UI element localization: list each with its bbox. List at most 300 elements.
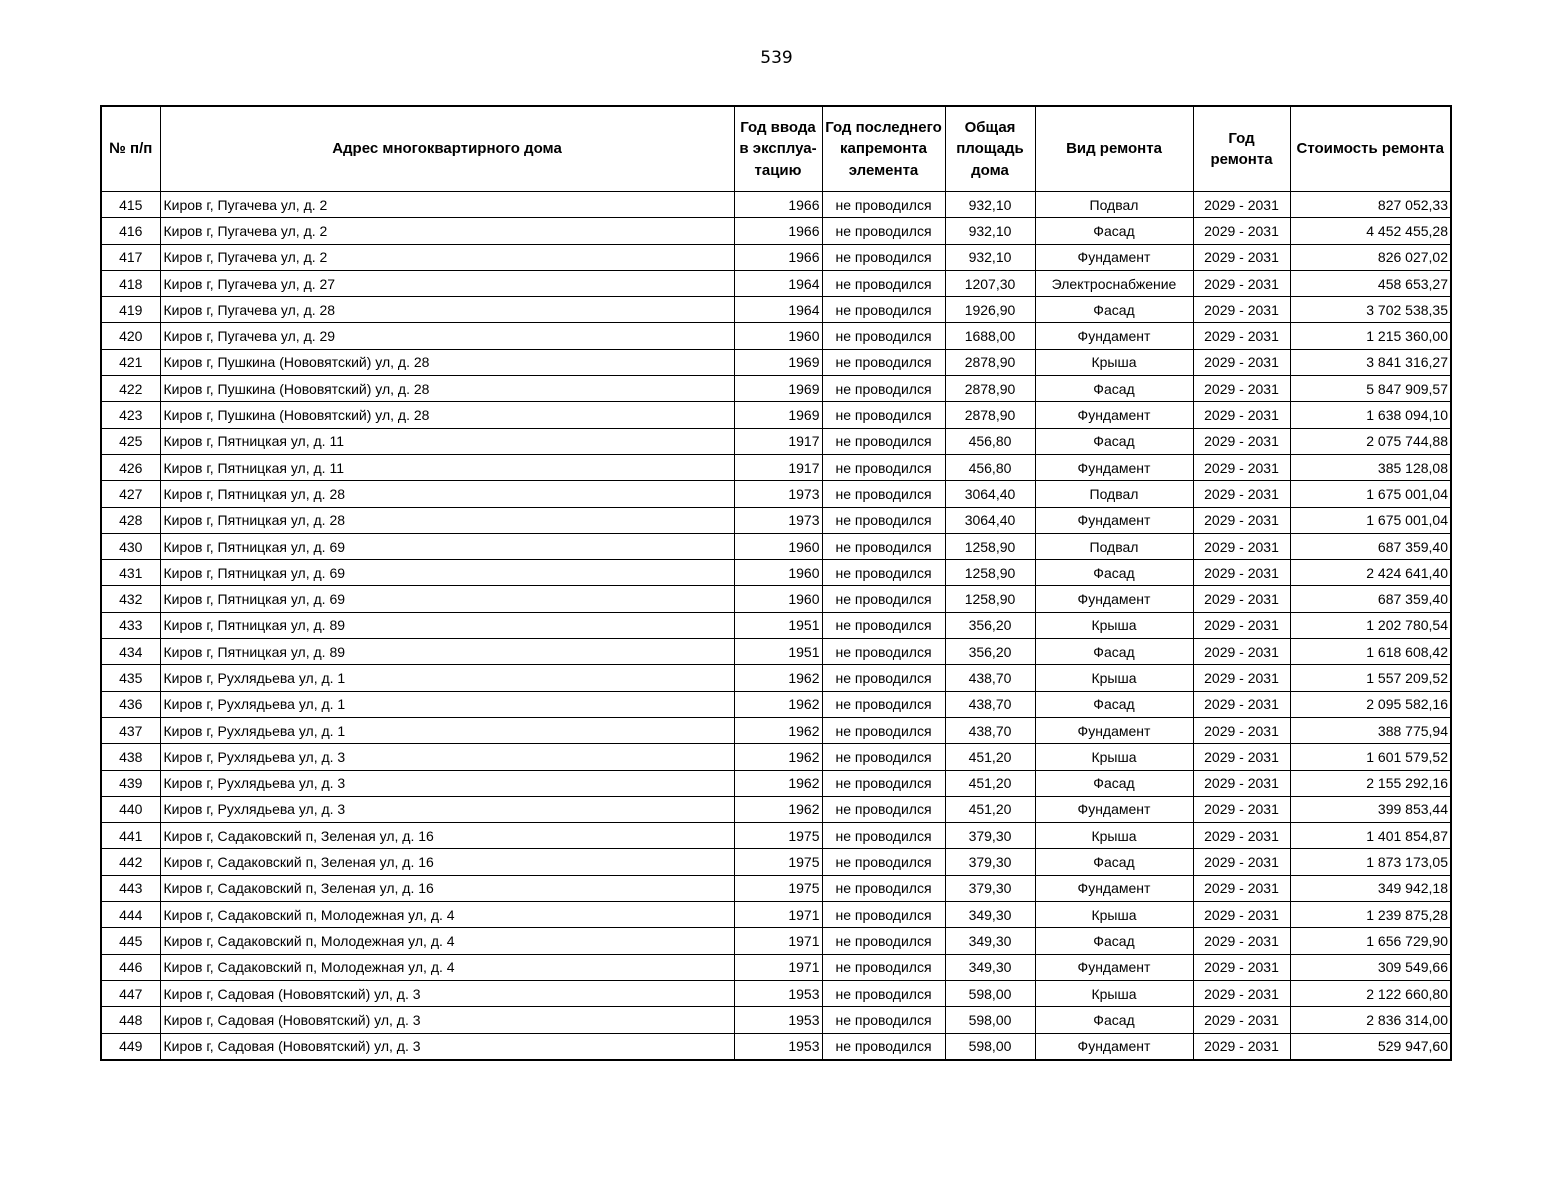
- last-repair-cell: не проводился: [822, 612, 945, 638]
- table-row: [101, 717, 1451, 743]
- last-repair-cell: не проводился: [822, 849, 945, 875]
- commission-year-cell: 1917: [734, 428, 822, 454]
- area-cell: 451,20: [945, 796, 1035, 822]
- commission-year-cell: 1964: [734, 270, 822, 296]
- address-cell: Киров г, Пятницкая ул, д. 69: [160, 560, 734, 586]
- area-cell: 349,30: [945, 902, 1035, 928]
- repair-year-cell: 2029 - 2031: [1193, 823, 1290, 849]
- cost-cell: 1 557 209,52: [1290, 665, 1451, 691]
- repair-year-cell: 2029 - 2031: [1193, 902, 1290, 928]
- table-row: [101, 823, 1451, 849]
- area-cell: 379,30: [945, 823, 1035, 849]
- cost-cell: 1 873 173,05: [1290, 849, 1451, 875]
- area-cell: 349,30: [945, 954, 1035, 980]
- commission-year-cell: 1960: [734, 323, 822, 349]
- repair-type-cell: Фундамент: [1035, 717, 1193, 743]
- table-row: [101, 849, 1451, 875]
- page-number: 539: [760, 48, 793, 68]
- address-cell: Киров г, Пушкина (Нововятский) ул, д. 28: [160, 349, 734, 375]
- repair-year-cell: 2029 - 2031: [1193, 849, 1290, 875]
- address-cell: Киров г, Пугачева ул, д. 2: [160, 192, 734, 218]
- table-row: [101, 744, 1451, 770]
- row-number-cell: 423: [101, 402, 160, 428]
- commission-year-cell: 1962: [734, 744, 822, 770]
- repair-year-cell: 2029 - 2031: [1193, 928, 1290, 954]
- table-row: [101, 192, 1451, 218]
- area-cell: 3064,40: [945, 507, 1035, 533]
- last-repair-cell: не проводился: [822, 665, 945, 691]
- repair-year-cell: 2029 - 2031: [1193, 507, 1290, 533]
- cost-cell: 1 656 729,90: [1290, 928, 1451, 954]
- area-cell: 2878,90: [945, 376, 1035, 402]
- cost-cell: 2 424 641,40: [1290, 560, 1451, 586]
- repair-year-cell: 2029 - 2031: [1193, 1007, 1290, 1033]
- cost-cell: 3 841 316,27: [1290, 349, 1451, 375]
- address-cell: Киров г, Садаковский п, Молодежная ул, д. 4: [160, 902, 734, 928]
- last-repair-cell: не проводился: [822, 954, 945, 980]
- repair-type-cell: Фундамент: [1035, 507, 1193, 533]
- area-cell: 598,00: [945, 980, 1035, 1006]
- row-number-cell: 421: [101, 349, 160, 375]
- cost-cell: 2 836 314,00: [1290, 1007, 1451, 1033]
- cost-cell: 385 128,08: [1290, 454, 1451, 480]
- table-row: [101, 481, 1451, 507]
- address-cell: Киров г, Садаковский п, Зеленая ул, д. 16: [160, 849, 734, 875]
- row-number-cell: 446: [101, 954, 160, 980]
- address-cell: Киров г, Рухлядьева ул, д. 1: [160, 691, 734, 717]
- table-row: [101, 560, 1451, 586]
- last-repair-cell: не проводился: [822, 402, 945, 428]
- last-repair-cell: не проводился: [822, 481, 945, 507]
- last-repair-cell: не проводился: [822, 428, 945, 454]
- area-cell: 932,10: [945, 218, 1035, 244]
- cost-cell: 2 095 582,16: [1290, 691, 1451, 717]
- row-number-cell: 444: [101, 902, 160, 928]
- cost-cell: 1 601 579,52: [1290, 744, 1451, 770]
- row-number-cell: 425: [101, 428, 160, 454]
- repair-type-cell: Фасад: [1035, 849, 1193, 875]
- commission-year-cell: 1960: [734, 586, 822, 612]
- commission-year-cell: 1962: [734, 691, 822, 717]
- row-number-cell: 439: [101, 770, 160, 796]
- row-number-cell: 441: [101, 823, 160, 849]
- row-number-cell: 438: [101, 744, 160, 770]
- row-number-cell: 448: [101, 1007, 160, 1033]
- commission-year-cell: 1951: [734, 612, 822, 638]
- address-cell: Киров г, Пугачева ул, д. 2: [160, 218, 734, 244]
- last-repair-cell: не проводился: [822, 1007, 945, 1033]
- area-cell: 932,10: [945, 192, 1035, 218]
- table-row: [101, 980, 1451, 1006]
- header-address: Адрес многоквартирного дома: [160, 106, 734, 192]
- cost-cell: 1 618 608,42: [1290, 639, 1451, 665]
- last-repair-cell: не проводился: [822, 560, 945, 586]
- cost-cell: 309 549,66: [1290, 954, 1451, 980]
- cost-cell: 3 702 538,35: [1290, 297, 1451, 323]
- address-cell: Киров г, Пятницкая ул, д. 28: [160, 507, 734, 533]
- commission-year-cell: 1969: [734, 349, 822, 375]
- address-cell: Киров г, Пятницкая ул, д. 69: [160, 586, 734, 612]
- last-repair-cell: не проводился: [822, 192, 945, 218]
- repair-year-cell: 2029 - 2031: [1193, 454, 1290, 480]
- address-cell: Киров г, Пятницкая ул, д. 11: [160, 428, 734, 454]
- repair-year-cell: 2029 - 2031: [1193, 665, 1290, 691]
- address-cell: Киров г, Пушкина (Нововятский) ул, д. 28: [160, 402, 734, 428]
- commission-year-cell: 1962: [734, 665, 822, 691]
- repair-year-cell: 2029 - 2031: [1193, 560, 1290, 586]
- area-cell: 438,70: [945, 717, 1035, 743]
- address-cell: Киров г, Садаковский п, Зеленая ул, д. 16: [160, 823, 734, 849]
- area-cell: 1688,00: [945, 323, 1035, 349]
- commission-year-cell: 1960: [734, 560, 822, 586]
- address-cell: Киров г, Садаковский п, Зеленая ул, д. 16: [160, 875, 734, 901]
- header-repair-year: Год ремонта: [1193, 106, 1290, 192]
- table-row: [101, 244, 1451, 270]
- table-row: [101, 507, 1451, 533]
- cost-cell: 687 359,40: [1290, 586, 1451, 612]
- repair-year-cell: 2029 - 2031: [1193, 376, 1290, 402]
- last-repair-cell: не проводился: [822, 218, 945, 244]
- row-number-cell: 427: [101, 481, 160, 507]
- area-cell: 1258,90: [945, 533, 1035, 559]
- table-row: [101, 875, 1451, 901]
- repair-year-cell: 2029 - 2031: [1193, 192, 1290, 218]
- table-row: [101, 770, 1451, 796]
- table-row: [101, 612, 1451, 638]
- table-row: [101, 928, 1451, 954]
- area-cell: 932,10: [945, 244, 1035, 270]
- header-commission-year: Год ввода в эксплуа-тацию: [734, 106, 822, 192]
- last-repair-cell: не проводился: [822, 349, 945, 375]
- address-cell: Киров г, Пугачева ул, д. 29: [160, 323, 734, 349]
- table-row: [101, 376, 1451, 402]
- address-cell: Киров г, Рухлядьева ул, д. 3: [160, 744, 734, 770]
- repair-type-cell: Подвал: [1035, 533, 1193, 559]
- cost-cell: 1 401 854,87: [1290, 823, 1451, 849]
- commission-year-cell: 1953: [734, 1033, 822, 1060]
- address-cell: Киров г, Садовая (Нововятский) ул, д. 3: [160, 980, 734, 1006]
- repair-type-cell: Крыша: [1035, 744, 1193, 770]
- table-row: [101, 270, 1451, 296]
- repair-type-cell: Фасад: [1035, 560, 1193, 586]
- cost-cell: 826 027,02: [1290, 244, 1451, 270]
- area-cell: 1207,30: [945, 270, 1035, 296]
- row-number-cell: 426: [101, 454, 160, 480]
- table-row: [101, 665, 1451, 691]
- cost-cell: 1 239 875,28: [1290, 902, 1451, 928]
- address-cell: Киров г, Рухлядьева ул, д. 3: [160, 770, 734, 796]
- commission-year-cell: 1973: [734, 481, 822, 507]
- repair-type-cell: Фасад: [1035, 770, 1193, 796]
- row-number-cell: 419: [101, 297, 160, 323]
- repair-year-cell: 2029 - 2031: [1193, 691, 1290, 717]
- repair-type-cell: Крыша: [1035, 665, 1193, 691]
- repair-type-cell: Фасад: [1035, 928, 1193, 954]
- repair-type-cell: Фасад: [1035, 428, 1193, 454]
- last-repair-cell: не проводился: [822, 244, 945, 270]
- last-repair-cell: не проводился: [822, 770, 945, 796]
- area-cell: 456,80: [945, 428, 1035, 454]
- repair-year-cell: 2029 - 2031: [1193, 796, 1290, 822]
- commission-year-cell: 1964: [734, 297, 822, 323]
- header-repair-cost: Стоимость ремонта: [1290, 106, 1451, 192]
- area-cell: 1258,90: [945, 560, 1035, 586]
- commission-year-cell: 1951: [734, 639, 822, 665]
- area-cell: 456,80: [945, 454, 1035, 480]
- commission-year-cell: 1969: [734, 402, 822, 428]
- cost-cell: 1 638 094,10: [1290, 402, 1451, 428]
- area-cell: 379,30: [945, 849, 1035, 875]
- row-number-cell: 434: [101, 639, 160, 665]
- repair-year-cell: 2029 - 2031: [1193, 218, 1290, 244]
- row-number-cell: 431: [101, 560, 160, 586]
- repair-type-cell: Крыша: [1035, 902, 1193, 928]
- row-number-cell: 432: [101, 586, 160, 612]
- repair-year-cell: 2029 - 2031: [1193, 744, 1290, 770]
- repair-type-cell: Фундамент: [1035, 586, 1193, 612]
- repair-type-cell: Фасад: [1035, 218, 1193, 244]
- commission-year-cell: 1962: [734, 796, 822, 822]
- area-cell: 451,20: [945, 744, 1035, 770]
- row-number-cell: 435: [101, 665, 160, 691]
- last-repair-cell: не проводился: [822, 717, 945, 743]
- table-row: [101, 454, 1451, 480]
- commission-year-cell: 1962: [734, 717, 822, 743]
- last-repair-cell: не проводился: [822, 270, 945, 296]
- last-repair-cell: не проводился: [822, 297, 945, 323]
- header-total-area: Общая площадь дома: [945, 106, 1035, 192]
- table-row: [101, 297, 1451, 323]
- row-number-cell: 437: [101, 717, 160, 743]
- repair-year-cell: 2029 - 2031: [1193, 481, 1290, 507]
- table-row: [101, 402, 1451, 428]
- last-repair-cell: не проводился: [822, 454, 945, 480]
- repair-type-cell: Фундамент: [1035, 1033, 1193, 1060]
- repair-type-cell: Подвал: [1035, 481, 1193, 507]
- address-cell: Киров г, Рухлядьева ул, д. 3: [160, 796, 734, 822]
- repair-year-cell: 2029 - 2031: [1193, 717, 1290, 743]
- cost-cell: 4 452 455,28: [1290, 218, 1451, 244]
- last-repair-cell: не проводился: [822, 823, 945, 849]
- last-repair-cell: не проводился: [822, 533, 945, 559]
- repair-year-cell: 2029 - 2031: [1193, 1033, 1290, 1060]
- repair-type-cell: Электроснабжение: [1035, 270, 1193, 296]
- repair-type-cell: Фасад: [1035, 376, 1193, 402]
- cost-cell: 1 675 001,04: [1290, 481, 1451, 507]
- last-repair-cell: не проводился: [822, 928, 945, 954]
- header-row-number: № п/п: [101, 106, 160, 192]
- repair-type-cell: Крыша: [1035, 980, 1193, 1006]
- repair-type-cell: Подвал: [1035, 192, 1193, 218]
- address-cell: Киров г, Пятницкая ул, д. 11: [160, 454, 734, 480]
- address-cell: Киров г, Пугачева ул, д. 27: [160, 270, 734, 296]
- repair-type-cell: Фасад: [1035, 297, 1193, 323]
- commission-year-cell: 1975: [734, 849, 822, 875]
- row-number-cell: 418: [101, 270, 160, 296]
- row-number-cell: 436: [101, 691, 160, 717]
- address-cell: Киров г, Рухлядьева ул, д. 1: [160, 717, 734, 743]
- row-number-cell: 422: [101, 376, 160, 402]
- table-row: [101, 902, 1451, 928]
- table-row: [101, 1033, 1451, 1060]
- address-cell: Киров г, Рухлядьева ул, д. 1: [160, 665, 734, 691]
- repair-type-cell: Крыша: [1035, 823, 1193, 849]
- cost-cell: 687 359,40: [1290, 533, 1451, 559]
- last-repair-cell: не проводился: [822, 586, 945, 612]
- area-cell: 356,20: [945, 612, 1035, 638]
- table-body: [101, 192, 1451, 1060]
- table-row: [101, 218, 1451, 244]
- cost-cell: 399 853,44: [1290, 796, 1451, 822]
- repair-year-cell: 2029 - 2031: [1193, 980, 1290, 1006]
- repair-year-cell: 2029 - 2031: [1193, 954, 1290, 980]
- repair-year-cell: 2029 - 2031: [1193, 533, 1290, 559]
- row-number-cell: 417: [101, 244, 160, 270]
- repair-year-cell: 2029 - 2031: [1193, 428, 1290, 454]
- commission-year-cell: 1975: [734, 823, 822, 849]
- row-number-cell: 440: [101, 796, 160, 822]
- header-last-repair-year: Год последнего капремонта элемента: [822, 106, 945, 192]
- address-cell: Киров г, Садовая (Нововятский) ул, д. 3: [160, 1033, 734, 1060]
- area-cell: 1926,90: [945, 297, 1035, 323]
- table-row: [101, 586, 1451, 612]
- cost-cell: 349 942,18: [1290, 875, 1451, 901]
- cost-cell: 1 215 360,00: [1290, 323, 1451, 349]
- repair-type-cell: Фасад: [1035, 691, 1193, 717]
- repair-year-cell: 2029 - 2031: [1193, 770, 1290, 796]
- cost-cell: 1 675 001,04: [1290, 507, 1451, 533]
- commission-year-cell: 1969: [734, 376, 822, 402]
- last-repair-cell: не проводился: [822, 1033, 945, 1060]
- cost-cell: 529 947,60: [1290, 1033, 1451, 1060]
- commission-year-cell: 1971: [734, 954, 822, 980]
- cost-cell: 2 122 660,80: [1290, 980, 1451, 1006]
- address-cell: Киров г, Пушкина (Нововятский) ул, д. 28: [160, 376, 734, 402]
- row-number-cell: 447: [101, 980, 160, 1006]
- table-row: [101, 428, 1451, 454]
- commission-year-cell: 1960: [734, 533, 822, 559]
- area-cell: 438,70: [945, 665, 1035, 691]
- repair-type-cell: Фундамент: [1035, 954, 1193, 980]
- repair-type-cell: Фундамент: [1035, 875, 1193, 901]
- row-number-cell: 416: [101, 218, 160, 244]
- cost-cell: 458 653,27: [1290, 270, 1451, 296]
- repair-schedule-table: [100, 105, 1452, 1061]
- table-row: [101, 639, 1451, 665]
- header-repair-type: Вид ремонта: [1035, 106, 1193, 192]
- last-repair-cell: не проводился: [822, 744, 945, 770]
- repair-type-cell: Фасад: [1035, 639, 1193, 665]
- area-cell: 438,70: [945, 691, 1035, 717]
- repair-year-cell: 2029 - 2031: [1193, 875, 1290, 901]
- last-repair-cell: не проводился: [822, 902, 945, 928]
- row-number-cell: 443: [101, 875, 160, 901]
- table-row: [101, 691, 1451, 717]
- repair-type-cell: Фундамент: [1035, 454, 1193, 480]
- repair-year-cell: 2029 - 2031: [1193, 402, 1290, 428]
- last-repair-cell: не проводился: [822, 796, 945, 822]
- repair-type-cell: Крыша: [1035, 349, 1193, 375]
- area-cell: 379,30: [945, 875, 1035, 901]
- cost-cell: 5 847 909,57: [1290, 376, 1451, 402]
- address-cell: Киров г, Пятницкая ул, д. 28: [160, 481, 734, 507]
- row-number-cell: 442: [101, 849, 160, 875]
- row-number-cell: 449: [101, 1033, 160, 1060]
- table-header-row: [101, 106, 1451, 192]
- commission-year-cell: 1975: [734, 875, 822, 901]
- cost-cell: 2 075 744,88: [1290, 428, 1451, 454]
- address-cell: Киров г, Пятницкая ул, д. 89: [160, 612, 734, 638]
- commission-year-cell: 1973: [734, 507, 822, 533]
- address-cell: Киров г, Садаковский п, Молодежная ул, д. 4: [160, 928, 734, 954]
- cost-cell: 1 202 780,54: [1290, 612, 1451, 638]
- commission-year-cell: 1971: [734, 928, 822, 954]
- area-cell: 598,00: [945, 1007, 1035, 1033]
- repair-type-cell: Крыша: [1035, 612, 1193, 638]
- last-repair-cell: не проводился: [822, 980, 945, 1006]
- last-repair-cell: не проводился: [822, 875, 945, 901]
- cost-cell: 2 155 292,16: [1290, 770, 1451, 796]
- area-cell: 349,30: [945, 928, 1035, 954]
- repair-year-cell: 2029 - 2031: [1193, 639, 1290, 665]
- repair-year-cell: 2029 - 2031: [1193, 323, 1290, 349]
- table-row: [101, 323, 1451, 349]
- last-repair-cell: не проводился: [822, 323, 945, 349]
- row-number-cell: 433: [101, 612, 160, 638]
- repair-year-cell: 2029 - 2031: [1193, 349, 1290, 375]
- last-repair-cell: не проводился: [822, 376, 945, 402]
- area-cell: 451,20: [945, 770, 1035, 796]
- table-row: [101, 954, 1451, 980]
- commission-year-cell: 1962: [734, 770, 822, 796]
- repair-type-cell: Фундамент: [1035, 244, 1193, 270]
- commission-year-cell: 1966: [734, 192, 822, 218]
- commission-year-cell: 1971: [734, 902, 822, 928]
- repair-year-cell: 2029 - 2031: [1193, 612, 1290, 638]
- address-cell: Киров г, Садаковский п, Молодежная ул, д. 4: [160, 954, 734, 980]
- commission-year-cell: 1953: [734, 980, 822, 1006]
- address-cell: Киров г, Пугачева ул, д. 2: [160, 244, 734, 270]
- repair-type-cell: Фундамент: [1035, 796, 1193, 822]
- area-cell: 1258,90: [945, 586, 1035, 612]
- area-cell: 356,20: [945, 639, 1035, 665]
- address-cell: Киров г, Пятницкая ул, д. 89: [160, 639, 734, 665]
- row-number-cell: 420: [101, 323, 160, 349]
- repair-year-cell: 2029 - 2031: [1193, 297, 1290, 323]
- commission-year-cell: 1966: [734, 244, 822, 270]
- row-number-cell: 430: [101, 533, 160, 559]
- last-repair-cell: не проводился: [822, 639, 945, 665]
- repair-type-cell: Фасад: [1035, 1007, 1193, 1033]
- row-number-cell: 428: [101, 507, 160, 533]
- row-number-cell: 445: [101, 928, 160, 954]
- area-cell: 2878,90: [945, 402, 1035, 428]
- row-number-cell: 415: [101, 192, 160, 218]
- commission-year-cell: 1966: [734, 218, 822, 244]
- address-cell: Киров г, Садовая (Нововятский) ул, д. 3: [160, 1007, 734, 1033]
- repair-year-cell: 2029 - 2031: [1193, 270, 1290, 296]
- repair-year-cell: 2029 - 2031: [1193, 244, 1290, 270]
- address-cell: Киров г, Пугачева ул, д. 28: [160, 297, 734, 323]
- repair-type-cell: Фундамент: [1035, 323, 1193, 349]
- cost-cell: 388 775,94: [1290, 717, 1451, 743]
- last-repair-cell: не проводился: [822, 691, 945, 717]
- area-cell: 2878,90: [945, 349, 1035, 375]
- area-cell: 598,00: [945, 1033, 1035, 1060]
- cost-cell: 827 052,33: [1290, 192, 1451, 218]
- repair-year-cell: 2029 - 2031: [1193, 586, 1290, 612]
- address-cell: Киров г, Пятницкая ул, д. 69: [160, 533, 734, 559]
